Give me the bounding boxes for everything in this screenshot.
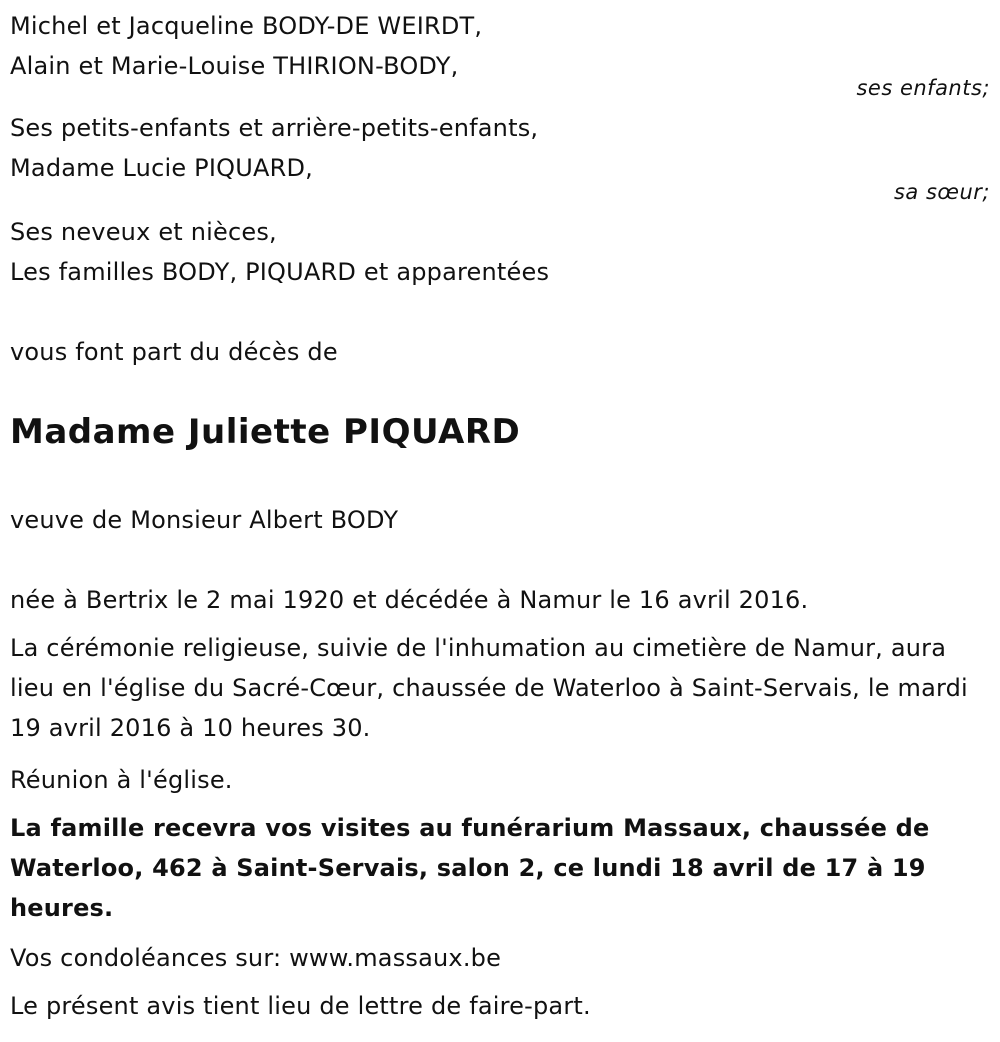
children-line-2: Alain et Marie-Louise THIRION-BODY,: [10, 52, 459, 80]
visits-paragraph: La famille recevra vos visites au funérarium Massaux, chaussée de Waterloo, 462 à Saint-Servais, salon 2, ce lundi 18 avril de 17 à 19 heures.: [10, 814, 930, 922]
deceased-name: Madame Juliette PIQUARD: [10, 412, 521, 452]
nephews-line: Ses neveux et nièces,: [10, 218, 277, 246]
birth-death: née à Bertrix le 2 mai 1920 et décédée à Namur le 16 avril 2016.: [10, 586, 809, 614]
closing-line: Le présent avis tient lieu de lettre de faire-part.: [10, 992, 591, 1020]
meeting-line: Réunion à l'église.: [10, 766, 233, 794]
grandchildren-line: Ses petits-enfants et arrière-petits-enfants,: [10, 114, 539, 142]
sister-role: sa sœur;: [893, 180, 990, 204]
families-line: Les familles BODY, PIQUARD et apparentées: [10, 258, 550, 286]
children-role: ses enfants;: [856, 76, 990, 100]
condolences-line: Vos condoléances sur: www.massaux.be: [10, 944, 502, 972]
announcement: vous font part du décès de: [10, 338, 338, 366]
widow-of: veuve de Monsieur Albert BODY: [10, 506, 399, 534]
ceremony-paragraph: La cérémonie religieuse, suivie de l'inhumation au cimetière de Namur, aura lieu en l'église du Sacré-Cœur, chaussée de Waterloo à Saint-Servais, le mardi 19 avril 2016 à 10 heures 30.: [10, 634, 968, 742]
sister-line: Madame Lucie PIQUARD,: [10, 154, 313, 182]
children-line-1: Michel et Jacqueline BODY-DE WEIRDT,: [10, 12, 483, 40]
